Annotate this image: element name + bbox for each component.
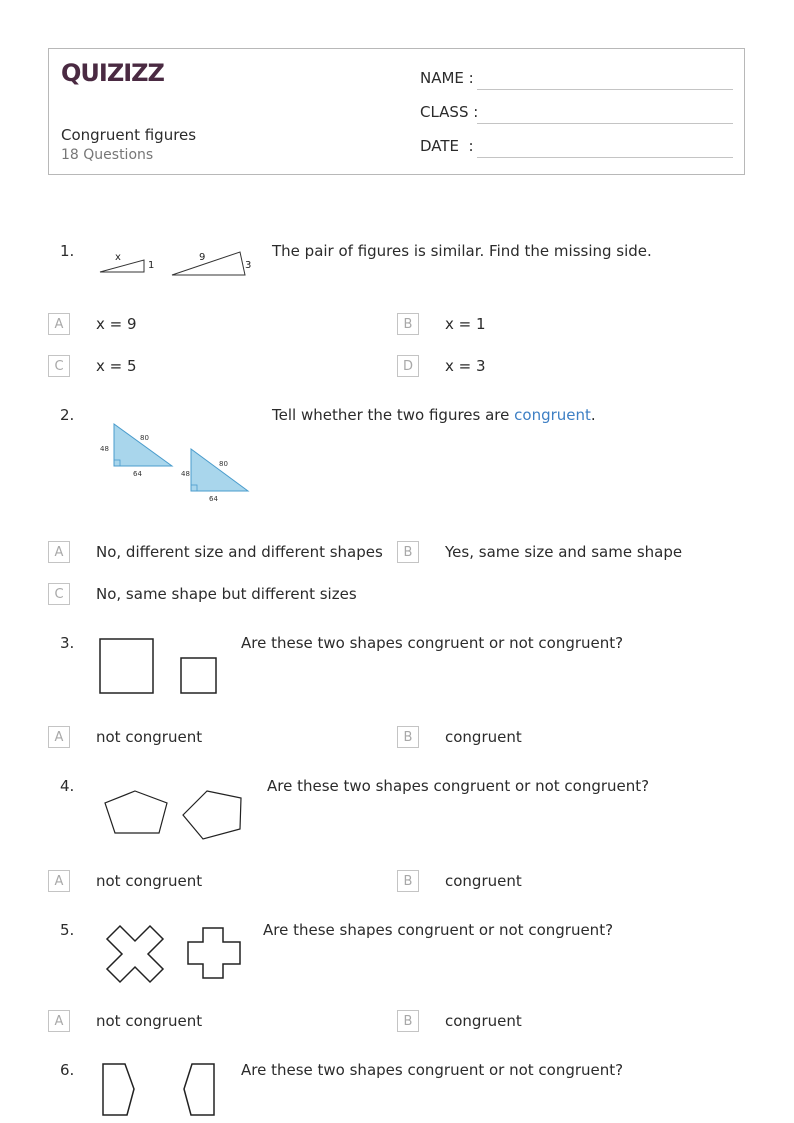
hexagon-2	[184, 1064, 214, 1115]
rotated-cross	[107, 926, 163, 982]
option-c-text[interactable]: x = 5	[96, 357, 137, 375]
option-a-box[interactable]: A	[48, 726, 70, 748]
t1-hyp: 80	[140, 434, 149, 442]
question-4-text: Are these two shapes congruent or not congruent?	[267, 777, 650, 795]
option-a-box[interactable]: A	[48, 313, 70, 335]
option-a-text[interactable]: x = 9	[96, 315, 137, 333]
option-a-text[interactable]: not congruent	[96, 872, 203, 890]
small-triangle	[100, 260, 144, 272]
t1-base: 64	[133, 470, 142, 478]
option-a-box[interactable]: A	[48, 1010, 70, 1032]
option-b-box[interactable]: B	[397, 541, 419, 563]
label-9: 9	[199, 252, 206, 263]
question-6-text: Are these two shapes congruent or not congruent?	[241, 1061, 624, 1079]
question-5-number: 5.	[60, 921, 75, 939]
date-label: DATE :	[420, 137, 474, 155]
similar-triangles-figure	[96, 246, 261, 280]
option-d-box[interactable]: D	[397, 355, 419, 377]
option-c-box[interactable]: C	[48, 583, 70, 605]
question-1-text: The pair of figures is similar. Find the missing side.	[272, 242, 652, 260]
label-1: 1	[148, 260, 155, 271]
option-b-box[interactable]: B	[397, 1010, 419, 1032]
option-a-text[interactable]: not congruent	[96, 728, 203, 746]
class-label: CLASS :	[420, 103, 479, 121]
question-3-text: Are these two shapes congruent or not congruent?	[241, 634, 624, 652]
triangle-2	[191, 449, 248, 491]
option-c-text[interactable]: No, same shape but different sizes	[96, 585, 357, 603]
question-5-text: Are these shapes congruent or not congruent?	[263, 921, 614, 939]
option-b-text[interactable]: x = 1	[445, 315, 486, 333]
option-d-text[interactable]: x = 3	[445, 357, 486, 375]
label-x: x	[115, 252, 121, 263]
upright-cross	[188, 928, 240, 978]
hexagon-1	[103, 1064, 134, 1115]
blue-triangles-figure	[96, 418, 256, 504]
class-line[interactable]	[477, 123, 733, 124]
option-a-text[interactable]: No, different size and different shapes	[96, 543, 383, 561]
option-b-box[interactable]: B	[397, 870, 419, 892]
worksheet-header	[48, 48, 745, 175]
worksheet-title: Congruent figures	[61, 126, 197, 144]
t2-hyp: 80	[219, 460, 228, 468]
pentagons-figure	[100, 786, 248, 844]
question-2-text: Tell whether the two figures are congruent.	[272, 406, 596, 424]
large-triangle	[172, 252, 245, 275]
cross-shapes-figure	[100, 922, 248, 986]
t1-side-a: 48	[100, 445, 109, 453]
label-3: 3	[245, 260, 252, 271]
option-a-text[interactable]: not congruent	[96, 1012, 203, 1030]
hexagons-figure	[98, 1060, 224, 1120]
question-6-number: 6.	[60, 1061, 75, 1079]
option-b-text[interactable]: congruent	[445, 872, 522, 890]
option-b-box[interactable]: B	[397, 313, 419, 335]
option-b-box[interactable]: B	[397, 726, 419, 748]
option-b-text[interactable]: congruent	[445, 728, 522, 746]
question-3-number: 3.	[60, 634, 75, 652]
option-c-box[interactable]: C	[48, 355, 70, 377]
option-a-box[interactable]: A	[48, 870, 70, 892]
question-2-number: 2.	[60, 406, 75, 424]
triangle-1	[114, 424, 172, 466]
t2-side-a: 48	[181, 470, 190, 478]
large-square	[100, 639, 153, 693]
date-line[interactable]	[477, 157, 733, 158]
small-square	[181, 658, 216, 693]
question-4-number: 4.	[60, 777, 75, 795]
squares-figure	[96, 634, 226, 698]
name-label: NAME :	[420, 69, 474, 87]
question-1-number: 1.	[60, 242, 75, 260]
question-count: 18 Questions	[61, 147, 154, 163]
t2-base: 64	[209, 495, 218, 503]
option-b-text[interactable]: Yes, same size and same shape	[445, 543, 683, 561]
pentagon-1	[105, 791, 167, 833]
name-line[interactable]	[477, 89, 733, 90]
option-b-text[interactable]: congruent	[445, 1012, 522, 1030]
pentagon-2	[183, 791, 241, 839]
option-a-box[interactable]: A	[48, 541, 70, 563]
quizizz-logo: QUIZIZZ	[61, 59, 164, 87]
congruent-link[interactable]: congruent	[514, 406, 591, 424]
